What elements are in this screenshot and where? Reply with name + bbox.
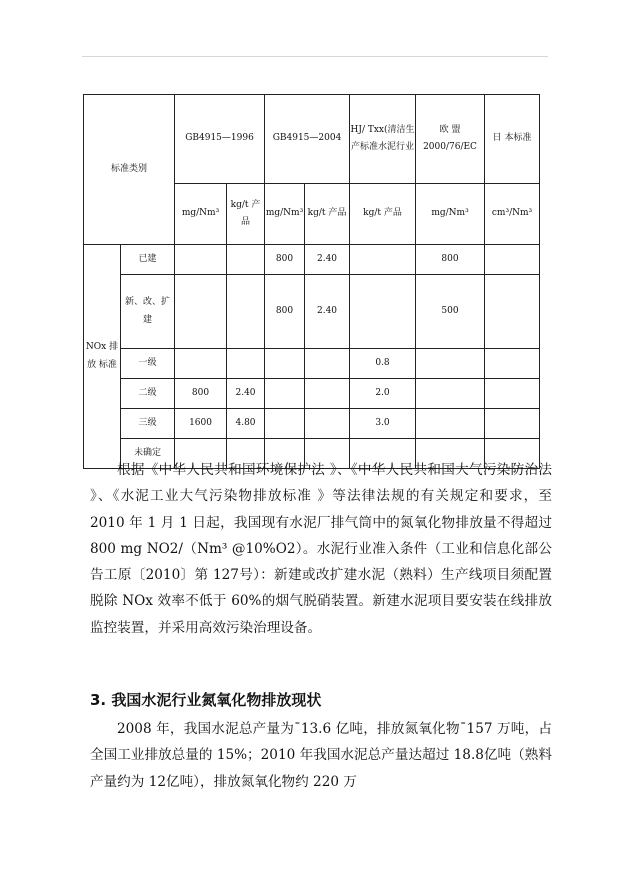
table-cell: 800 <box>265 275 305 349</box>
table-cell <box>265 409 305 439</box>
table-row <box>84 379 540 409</box>
table-cell: 800 <box>265 245 305 275</box>
table-cell: 1600 <box>175 409 227 439</box>
row-label: 已建 <box>121 245 175 275</box>
table-cell <box>305 349 350 379</box>
table-cell: 2.0 <box>350 379 416 409</box>
header-gb4915-1996: GB4915—1996 <box>175 95 265 184</box>
emission-status-paragraph: 2008 年，我国水泥总产量为¯13.6 亿吨，排放氮氧化物¯157 万吨，占全国工业排放总量的 15%；2010 年我国水泥总产量达超过 18.8亿吨（熟料产量约为 12亿吨），排放氮氧化物约 220 万 <box>90 721 552 790</box>
table-cell <box>305 409 350 439</box>
table-cell: 3.0 <box>350 409 416 439</box>
table-cell <box>175 275 227 349</box>
header-row-standards <box>84 95 540 184</box>
unit-cell: mg/Nm³ <box>265 184 305 245</box>
table-cell <box>175 349 227 379</box>
unit-cell: kg/t 产品 <box>305 184 350 245</box>
table-cell <box>305 379 350 409</box>
table-cell <box>485 409 540 439</box>
header-hj-cleaner-production: HJ/ Txx(清洁生产标准水泥行业 <box>350 95 416 184</box>
table-cell: 2.40 <box>305 275 350 349</box>
table-row <box>84 409 540 439</box>
nox-standard-label: NOx 排 放 标准 <box>84 245 121 469</box>
unit-cell: kg/t 产品 <box>227 184 265 245</box>
unit-cell: mg/Nm³ <box>416 184 485 245</box>
table-row <box>84 245 540 275</box>
table-cell: 800 <box>175 379 227 409</box>
table-cell: 500 <box>416 275 485 349</box>
row-label: 一级 <box>121 349 175 379</box>
section-heading: 3. 我国水泥行业氮氧化物排放现状 <box>90 691 322 709</box>
table-cell <box>485 349 540 379</box>
table-cell <box>175 245 227 275</box>
unit-cell: kg/t 产品 <box>350 184 416 245</box>
table-cell <box>485 379 540 409</box>
unit-cell: cm³/Nm³ <box>485 184 540 245</box>
emission-standards-table <box>83 94 540 469</box>
table-cell: 2.40 <box>305 245 350 275</box>
table-cell <box>485 275 540 349</box>
table-row <box>84 349 540 379</box>
category-header: 标准类别 <box>84 95 175 245</box>
table-cell <box>227 349 265 379</box>
regulation-paragraph: 根据《中华人民共和国环境保护法 》、《中华人民共和国大气污染防治法 》、《水泥工业大气污染物排放标准 》等法律法规的有关规定和要求，至 2010 年 1 月 1 日起，我国现有水泥厂排气筒中的氮氧化物排放量不得超过 800 mg NO2/（Nm³ @10%O2）。水泥行业准入条件（工业和信息化部公告工原〔2010〕第 127号）：新建或改扩建水泥（熟料）生产线项目须配置脱除 NOx 效率不低于 60%的烟气脱硝装置。新建水泥项目要安装在线排放监控装置，并采用高效污染治理设备。 <box>90 462 552 636</box>
table-cell: 0.8 <box>350 349 416 379</box>
table-cell <box>227 245 265 275</box>
table-cell <box>416 379 485 409</box>
header-gb4915-2004: GB4915—2004 <box>265 95 350 184</box>
table-row <box>84 275 540 349</box>
row-label: 新、改、扩建 <box>121 275 175 349</box>
table-cell <box>265 379 305 409</box>
table-cell <box>350 275 416 349</box>
table-cell <box>416 349 485 379</box>
header-eu-2000-76-ec: 欧 盟 2000/76/EC <box>416 95 485 184</box>
table-cell: 2.40 <box>227 379 265 409</box>
row-label: 二级 <box>121 379 175 409</box>
table-cell <box>416 409 485 439</box>
table-cell: 4.80 <box>227 409 265 439</box>
unit-cell: mg/Nm³ <box>175 184 227 245</box>
row-label: 三级 <box>121 409 175 439</box>
table-cell <box>485 245 540 275</box>
header-rule <box>82 56 548 57</box>
table-cell <box>350 245 416 275</box>
row-label: 未确定 <box>121 439 175 469</box>
table-cell: 800 <box>416 245 485 275</box>
table-cell <box>227 275 265 349</box>
header-japan-standard: 日 本标准 <box>485 95 540 184</box>
table-cell <box>265 349 305 379</box>
